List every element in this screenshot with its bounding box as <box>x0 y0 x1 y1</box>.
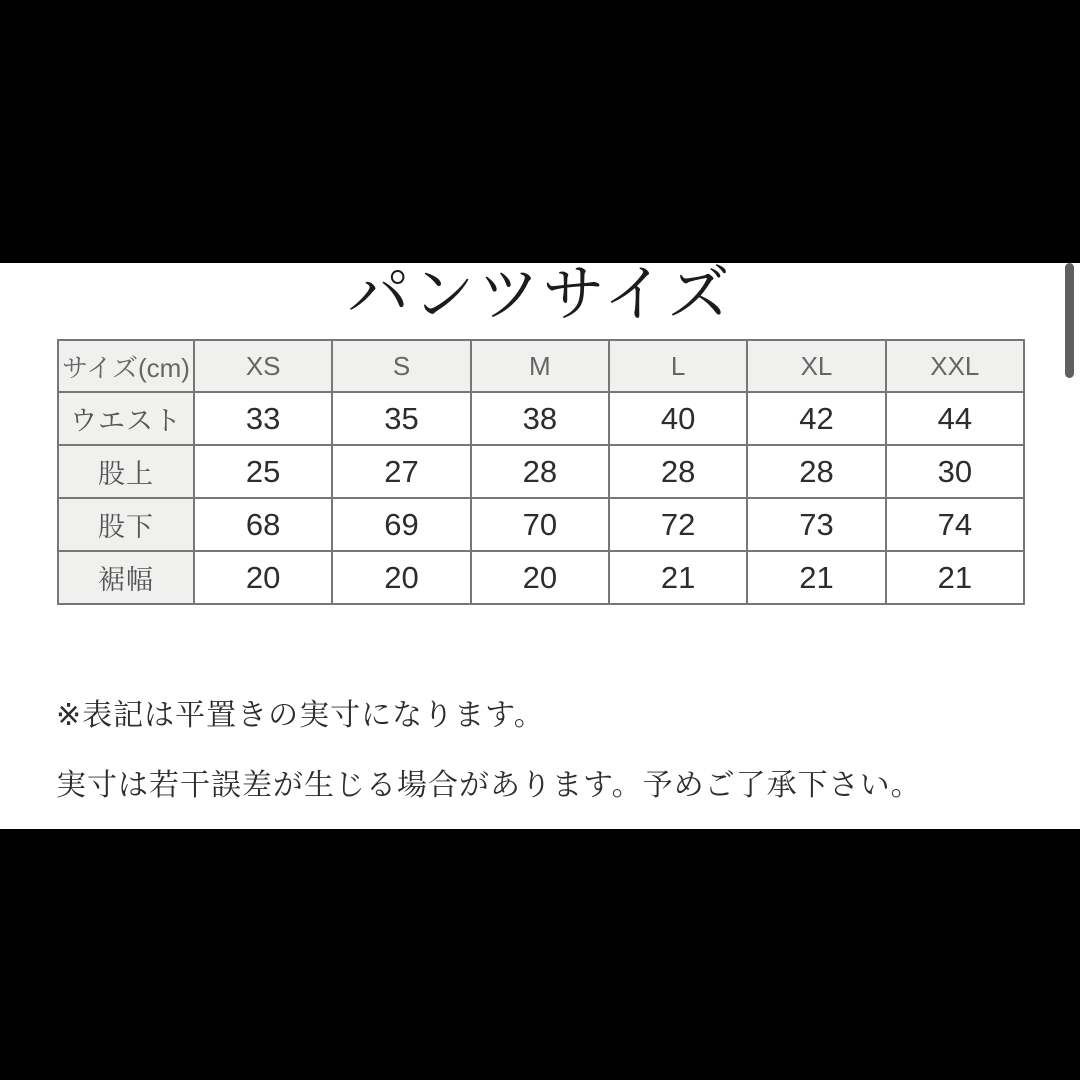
top-letterbox <box>0 0 1080 263</box>
table-cell: 74 <box>886 498 1024 551</box>
scrollbar-thumb[interactable] <box>1065 263 1074 378</box>
table-cell: 35 <box>332 392 470 445</box>
table-cell: 20 <box>471 551 609 604</box>
table-cell: 20 <box>194 551 332 604</box>
table-cell: 28 <box>471 445 609 498</box>
table-cell: 73 <box>747 498 885 551</box>
table-header-cell-xs: XS <box>194 340 332 392</box>
table-header-row <box>58 340 1024 392</box>
table-cell: 72 <box>609 498 747 551</box>
row-label: 股上 <box>58 445 194 498</box>
table-header-cell-s: S <box>332 340 470 392</box>
table-cell: 30 <box>886 445 1024 498</box>
table-row-inseam <box>58 498 1024 551</box>
table-row-waist <box>58 392 1024 445</box>
table-cell: 38 <box>471 392 609 445</box>
table-cell: 69 <box>332 498 470 551</box>
table-cell: 33 <box>194 392 332 445</box>
table-cell: 28 <box>747 445 885 498</box>
table-cell: 40 <box>609 392 747 445</box>
size-table <box>57 339 1025 605</box>
table-cell: 20 <box>332 551 470 604</box>
table-cell: 42 <box>747 392 885 445</box>
table-header-cell-l: L <box>609 340 747 392</box>
table-cell: 70 <box>471 498 609 551</box>
row-label: ウエスト <box>58 392 194 445</box>
page-title: パンツサイズ <box>347 260 733 329</box>
note-flat-measurement: ※表記は平置きの実寸になります。 <box>56 699 545 732</box>
table-row-hem-width <box>58 551 1024 604</box>
row-label: 裾幅 <box>58 551 194 604</box>
table-header-cell-m: M <box>471 340 609 392</box>
table-cell: 25 <box>194 445 332 498</box>
table-cell: 21 <box>886 551 1024 604</box>
note-tolerance: 実寸は若干誤差が生じる場合があります。予めご了承下さい。 <box>56 769 922 802</box>
table-cell: 28 <box>609 445 747 498</box>
table-cell: 68 <box>194 498 332 551</box>
table-row-rise <box>58 445 1024 498</box>
table-cell: 21 <box>609 551 747 604</box>
size-chart-panel <box>0 260 1080 829</box>
table-cell: 21 <box>747 551 885 604</box>
table-header-cell-xxl: XXL <box>886 340 1024 392</box>
row-label: 股下 <box>58 498 194 551</box>
table-header-cell-size: サイズ(cm) <box>58 340 194 392</box>
table-cell: 27 <box>332 445 470 498</box>
table-cell: 44 <box>886 392 1024 445</box>
bottom-letterbox <box>0 829 1080 1080</box>
table-header-cell-xl: XL <box>747 340 885 392</box>
